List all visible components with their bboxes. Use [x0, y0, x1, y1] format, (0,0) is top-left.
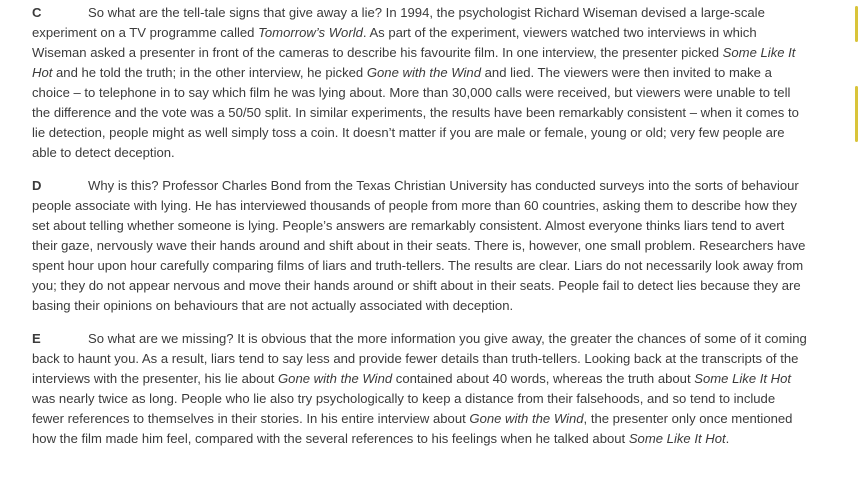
paragraph-letter: C: [32, 5, 42, 20]
paragraph-c: [32, 3, 808, 163]
text-run: , the presenter only once mentioned how the film made him feel, compared with the several references to his feelings when he talked about: [32, 411, 793, 446]
text-run: and lied. The viewers were then invited to make a choice – to telephone in to say which film he was lying about. More than 30,000 calls were received, but viewers were unable to tell the difference and the vote was a 50/50 split. In similar experiments, the results have been remarkably consistent – when it comes to lie detection, people might as well simply toss a coin. It doesn’t matter if you are male or female, young or old; very few people are able to detect deception.: [32, 65, 799, 160]
italic-title: Gone with the Wind: [278, 371, 393, 386]
paragraph-e: [32, 329, 808, 449]
paragraph-letter: E: [32, 331, 41, 346]
italic-title: Gone with the Wind: [469, 411, 584, 426]
italic-title: Tomorrow’s World: [258, 25, 363, 40]
italic-title: Some Like It Hot: [628, 431, 726, 446]
italic-title: Gone with the Wind: [366, 65, 481, 80]
italic-title: Some Like It Hot: [694, 371, 792, 386]
text-run: contained about 40 words, whereas the truth about: [392, 371, 695, 386]
text-run: . As part of the experiment, viewers watched two interviews in which Wiseman asked a presenter in front of the cameras to describe his favourite film. In one interview, the presenter picked: [32, 25, 757, 60]
paragraph-letter: D: [32, 178, 42, 193]
italic-title: Some Like It Hot: [32, 45, 796, 80]
text-run: So what are the tell-tale signs that give away a lie? In 1994, the psychologist Richard Wiseman devised a large-scale experiment on a TV programme called: [32, 5, 765, 40]
text-run: and he told the truth; in the other interview, he picked: [52, 65, 367, 80]
paragraph-d: [32, 176, 808, 316]
reading-passage: [32, 3, 808, 462]
text-run: So what are we missing? It is obvious that the more information you give away, the greater the chances of some of it coming back to haunt you. As a result, liars tend to say less and provide fewer details than truth-tellers. Looking back at the transcripts of the interviews with the presenter, his lie about: [32, 331, 807, 386]
text-run: Why is this? Professor Charles Bond from the Texas Christian University has conducted surveys into the sorts of behaviour people associate with lying. He has interviewed thousands of people from more than 60 countries, asking them to describe how they set about telling whether someone is lying. People’s answers are remarkably consistent. Almost everyone thinks liars tend to avert their gaze, nervously wave their hands around and shift about in their seats. There is, however, one small problem. Researchers have spent hour upon hour carefully comparing films of liars and truth-tellers. The results are clear. Liars do not necessarily look away from you; they do not appear nervous and move their hands around or shift about in their seats. People fail to detect lies because they are basing their opinions on behaviours that are not actually associated with deception.: [32, 178, 806, 313]
text-run: .: [725, 431, 730, 446]
text-run: was nearly twice as long. People who lie also try psychologically to keep a distance from their falsehoods, and so tend to include fewer references to themselves in their stories. In his entire interview about: [32, 391, 776, 426]
